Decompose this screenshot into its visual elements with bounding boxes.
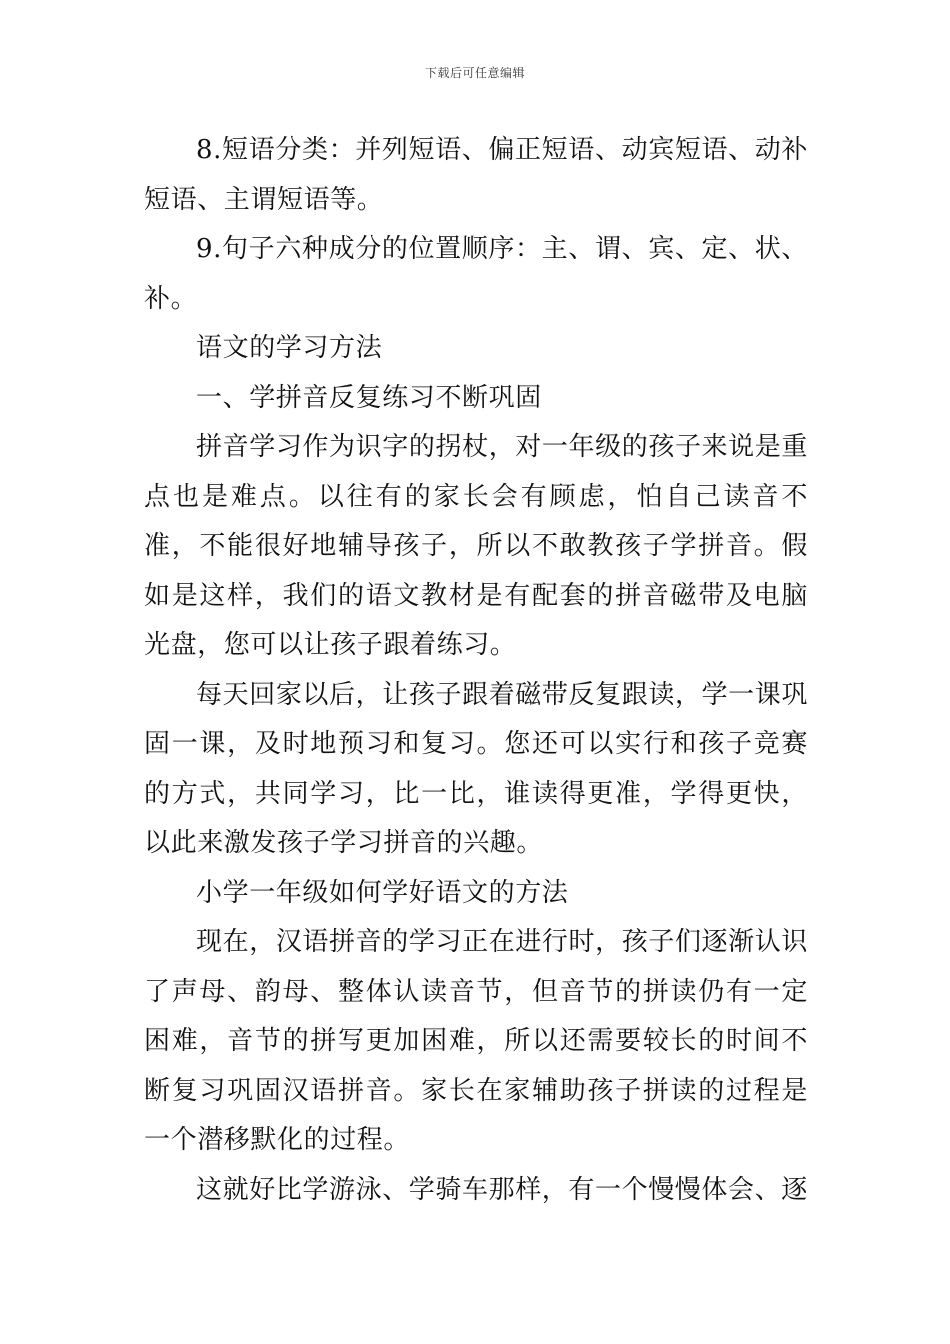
paragraph-sentence-components: 9.句子六种成分的位置顺序：主、谓、宾、定、状、补。 <box>144 234 808 314</box>
subheading-pinyin-practice: 一、学拼音反复练习不断巩固 <box>196 382 542 413</box>
paragraph-phrase-categories: 8.短语分类：并列短语、偏正短语、动宾短语、动补短语、主谓短语等。 <box>144 135 808 215</box>
page-header: 下载后可任意编辑 <box>424 66 525 80</box>
heading-learning-methods: 语文的学习方法 <box>196 333 383 363</box>
paragraph-daily-practice: 每天回家以后，让孩子跟着磁带反复跟读，学一课巩固一课，及时地预习和复习。您还可以实行和孩子竞赛的方式，共同学习，比一比，谁读得更准，学得更快，以此来激发孩子学习拼音的兴趣。 <box>144 679 808 858</box>
paragraph-swimming-analogy: 这就好比学游泳、学骑车那样，有一个慢慢体会、逐 <box>196 1174 808 1205</box>
paragraph-pinyin-importance: 拼音学习作为识字的拐杖，对一年级的孩子来说是重点也是难点。以往有的家长会有顾虑，怕自己读音不准，不能很好地辅导孩子，所以不敢教孩子学拼音。假如是这样，我们的语文教材是有配套的拼音磁带及电脑光盘，您可以让孩子跟着练习。 <box>144 432 808 660</box>
heading-grade-one-methods: 小学一年级如何学好语文的方法 <box>196 877 569 908</box>
document-body <box>144 126 808 1215</box>
paragraph-pinyin-progress: 现在，汉语拼音的学习正在进行时，孩子们逐渐认识了声母、韵母、整体认读音节，但音节的拼读仍有一定困难，音节的拼写更加困难，所以还需要较长的时间不断复习巩固汉语拼音。家长在家辅助孩子拼读的过程是一个潜移默化的过程。 <box>144 927 808 1155</box>
